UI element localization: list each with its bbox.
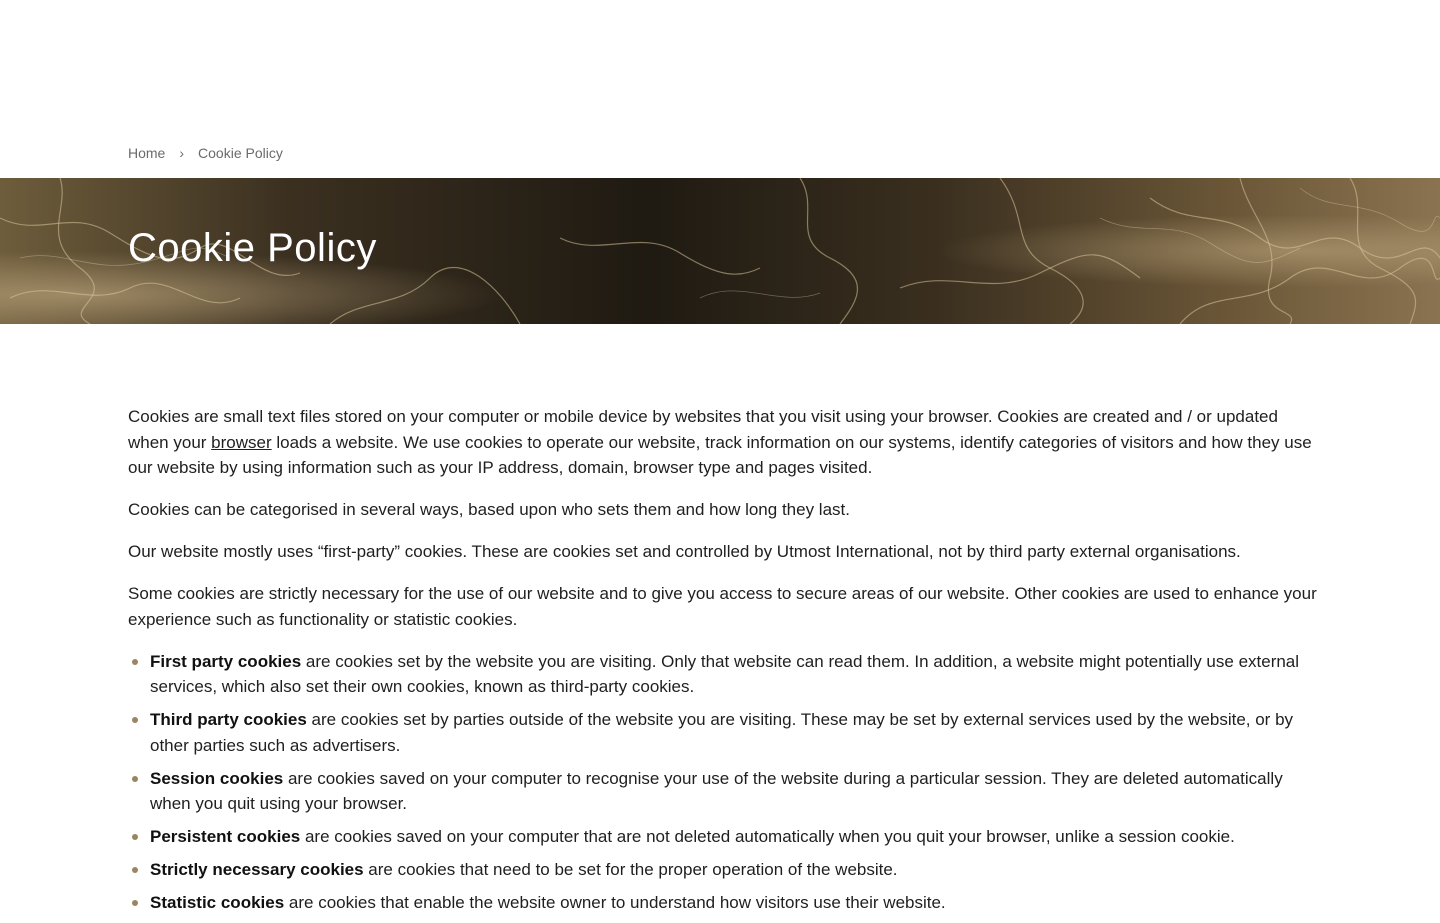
list-item	[128, 857, 1318, 883]
cookie-term: Statistic cookies	[150, 893, 285, 912]
site-header	[0, 0, 1440, 130]
categorisation-paragraph: Cookies can be categorised in several ways, based upon who sets them and how long they last.	[128, 500, 850, 519]
cookie-desc: are cookies that need to be set for the proper operation of the website.	[363, 860, 898, 879]
list-item	[128, 649, 1318, 700]
cookie-term: Session cookies	[150, 768, 284, 788]
list-item	[128, 890, 1318, 916]
intro-text-after: loads a website. We use cookies to operate our website, track information on our systems, identify categories of visitors and how they use our website by using information such as your IP address, domain, browser type and pages visited.	[128, 432, 1312, 477]
cookie-term: Third party cookies	[150, 710, 307, 729]
page-title: Cookie Policy	[128, 226, 377, 270]
cookie-desc: are cookies saved on your computer that are not deleted automatically when you quit your browser, unlike a session cookie.	[300, 827, 1235, 846]
breadcrumb-home-link[interactable]: Home	[128, 145, 166, 161]
cookie-desc: are cookies set by parties outside of the website you are visiting. These may be set by external services used by the website, or by other parties such as advertisers.	[150, 710, 1294, 755]
list-item	[128, 707, 1318, 758]
bullet-icon	[132, 834, 138, 840]
bullet-icon	[132, 867, 138, 873]
cookie-policy-content	[128, 404, 1318, 923]
breadcrumb-current: Cookie Policy	[198, 145, 283, 161]
necessary-cookies-paragraph: Some cookies are strictly necessary for the use of our website and to give you access to secure areas of our website. Other cookies are used to enhance your experience such as functionality or statistic cookies.	[128, 584, 1317, 629]
browser-link[interactable]: browser	[211, 432, 272, 452]
cookie-desc: are cookies saved on your computer to recognise your use of the website during a particular session. They are deleted automatically when you quit using your browser.	[150, 768, 1283, 813]
breadcrumb	[128, 145, 283, 161]
bullet-icon	[132, 659, 138, 665]
cookie-term: First party cookies	[150, 651, 302, 671]
list-item	[128, 766, 1318, 817]
cookie-types-list	[128, 649, 1318, 916]
bullet-icon	[132, 776, 138, 782]
cookie-desc: are cookies set by the website you are visiting. Only that website can read them. In addition, a website might potentially use external services, which also set their own cookies, known as third-party cookies.	[150, 651, 1300, 696]
cookie-term: Persistent cookies	[150, 827, 301, 846]
breadcrumb-separator: ›	[179, 145, 185, 161]
first-party-paragraph: Our website mostly uses “first-party” cookies. These are cookies set and controlled by Utmost International, not by third party external organisations.	[128, 542, 1241, 561]
bullet-icon	[132, 900, 138, 906]
hero-banner	[0, 178, 1440, 324]
cookie-desc: are cookies that enable the website owner to understand how visitors use their website.	[284, 893, 946, 912]
cookie-term: Strictly necessary cookies	[150, 860, 364, 879]
intro-text-before: Cookies are small text files stored on your computer or mobile device by websites that you visit using your browser. Cookies are created and / or updated when your	[128, 407, 1278, 452]
bullet-icon	[132, 717, 138, 723]
list-item	[128, 824, 1318, 850]
intro-paragraph	[128, 404, 1318, 481]
